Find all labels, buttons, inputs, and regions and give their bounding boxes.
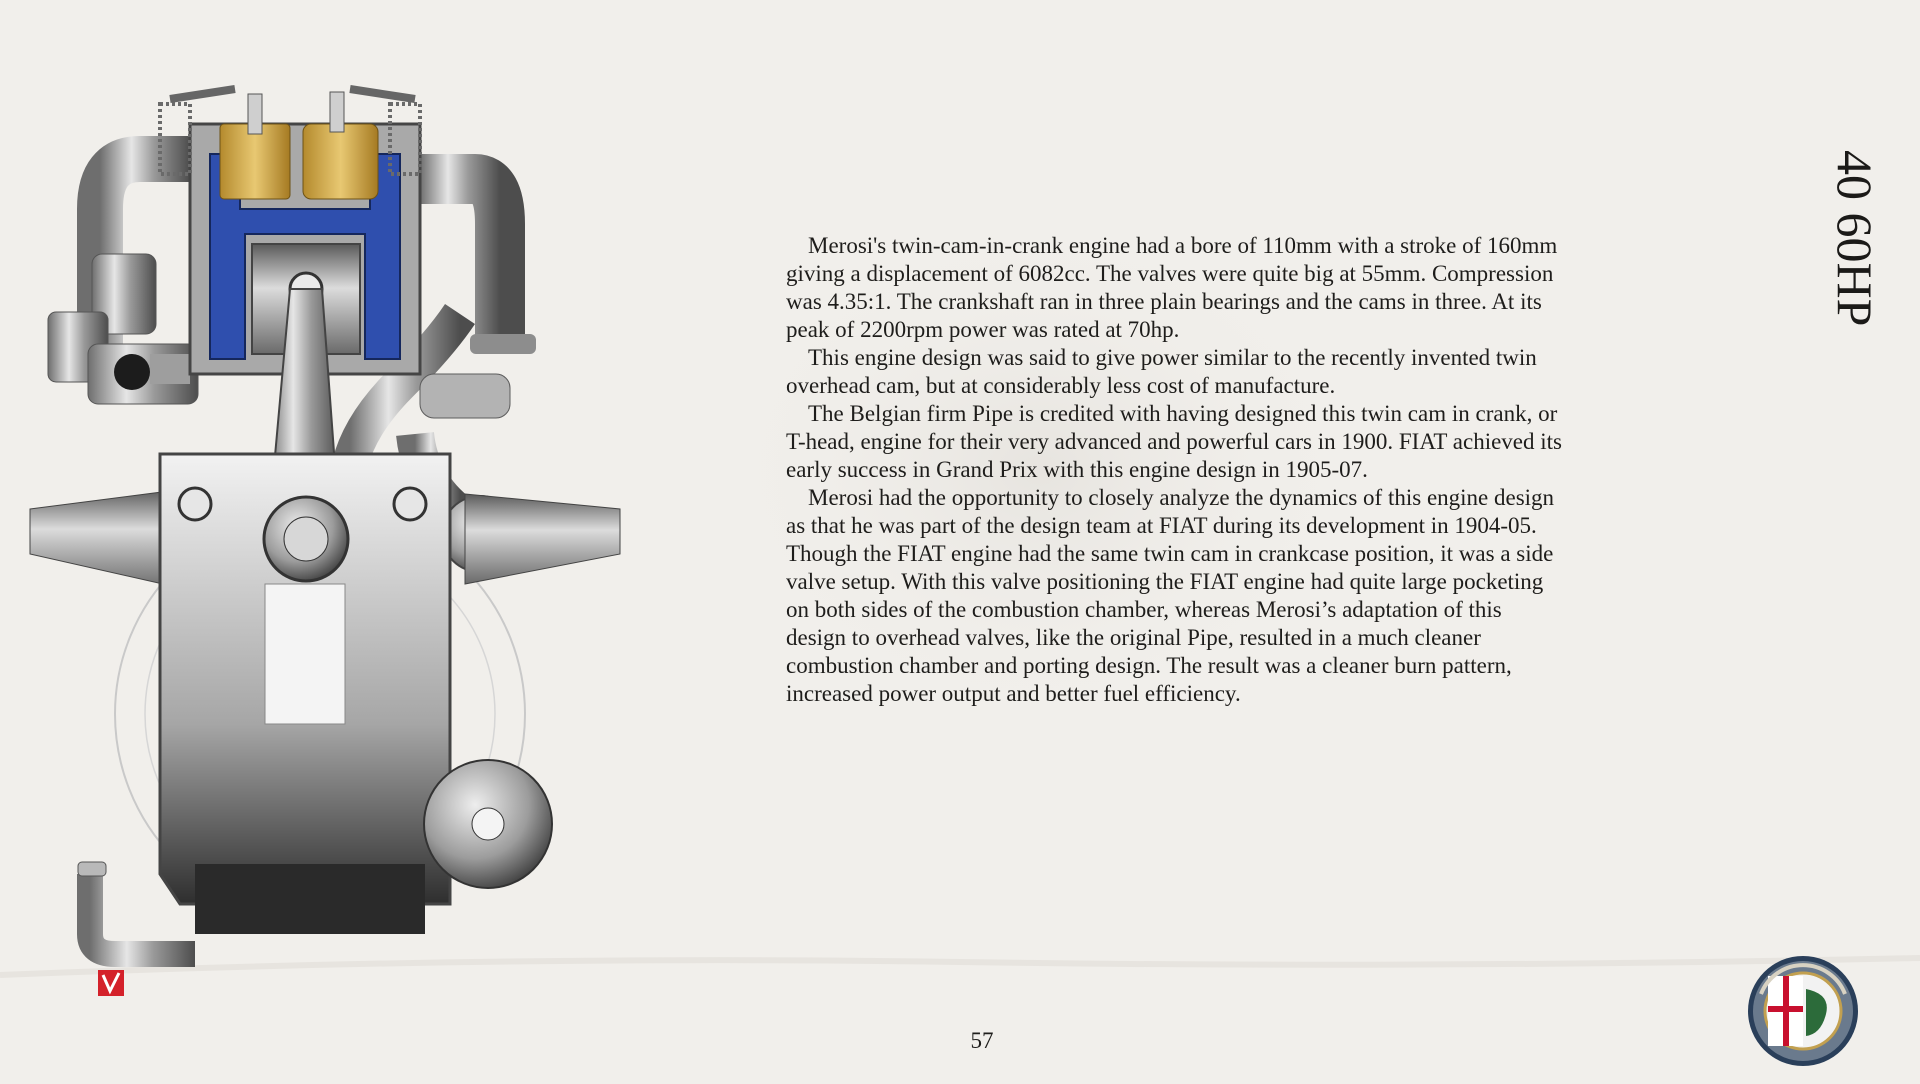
page-number: 57 bbox=[970, 1028, 994, 1053]
paragraph-specs: Merosi's twin-cam-in-crank engine had a bore of 110mm with a stroke of 160mm giving a displacement of 6082cc. The valves were quite big at 55mm. Compression was 4.35:1. The crankshaft ran in three plain bearings and the cams in three. At its peak of 2200rpm power was rated at 70hp. bbox=[786, 233, 1558, 342]
paragraph-history: The Belgian firm Pipe is credited with having designed this twin cam in crank, or T-head, engine for their very advanced and powerful cars in 1900. FIAT achieved its early success in Grand Prix with this engine design in 1905-07. bbox=[786, 401, 1562, 482]
paragraph-design: This engine design was said to give power similar to the recently invented twin overhead cam, but at considerably less cost of manufacture. bbox=[786, 345, 1537, 398]
alfa-romeo-badge bbox=[1746, 954, 1860, 1068]
side-title: 40 60HP bbox=[1827, 150, 1883, 327]
paragraph-fiat: Merosi had the opportunity to closely analyze the dynamics of this engine design as that he was part of the design team at FIAT during its development in 1904-05. Though the FIAT engine had the same twin cam in crankcase position, it was a side valve setup. With this valve positioning the FIAT engine had quite large pocketing on both sides of the combustion chamber, whereas Merosi’s adaptation of this design to overhead valves, like the original Pipe, resulted in a much cleaner combustion chamber and porting design. The result was a cleaner burn pattern, increased power output and better fuel efficiency. bbox=[786, 485, 1555, 706]
publisher-v-logo bbox=[98, 970, 124, 996]
badge-graphic bbox=[1746, 954, 1860, 1068]
body-text bbox=[786, 232, 1566, 708]
engine-cutaway-illustration bbox=[20, 84, 700, 1004]
